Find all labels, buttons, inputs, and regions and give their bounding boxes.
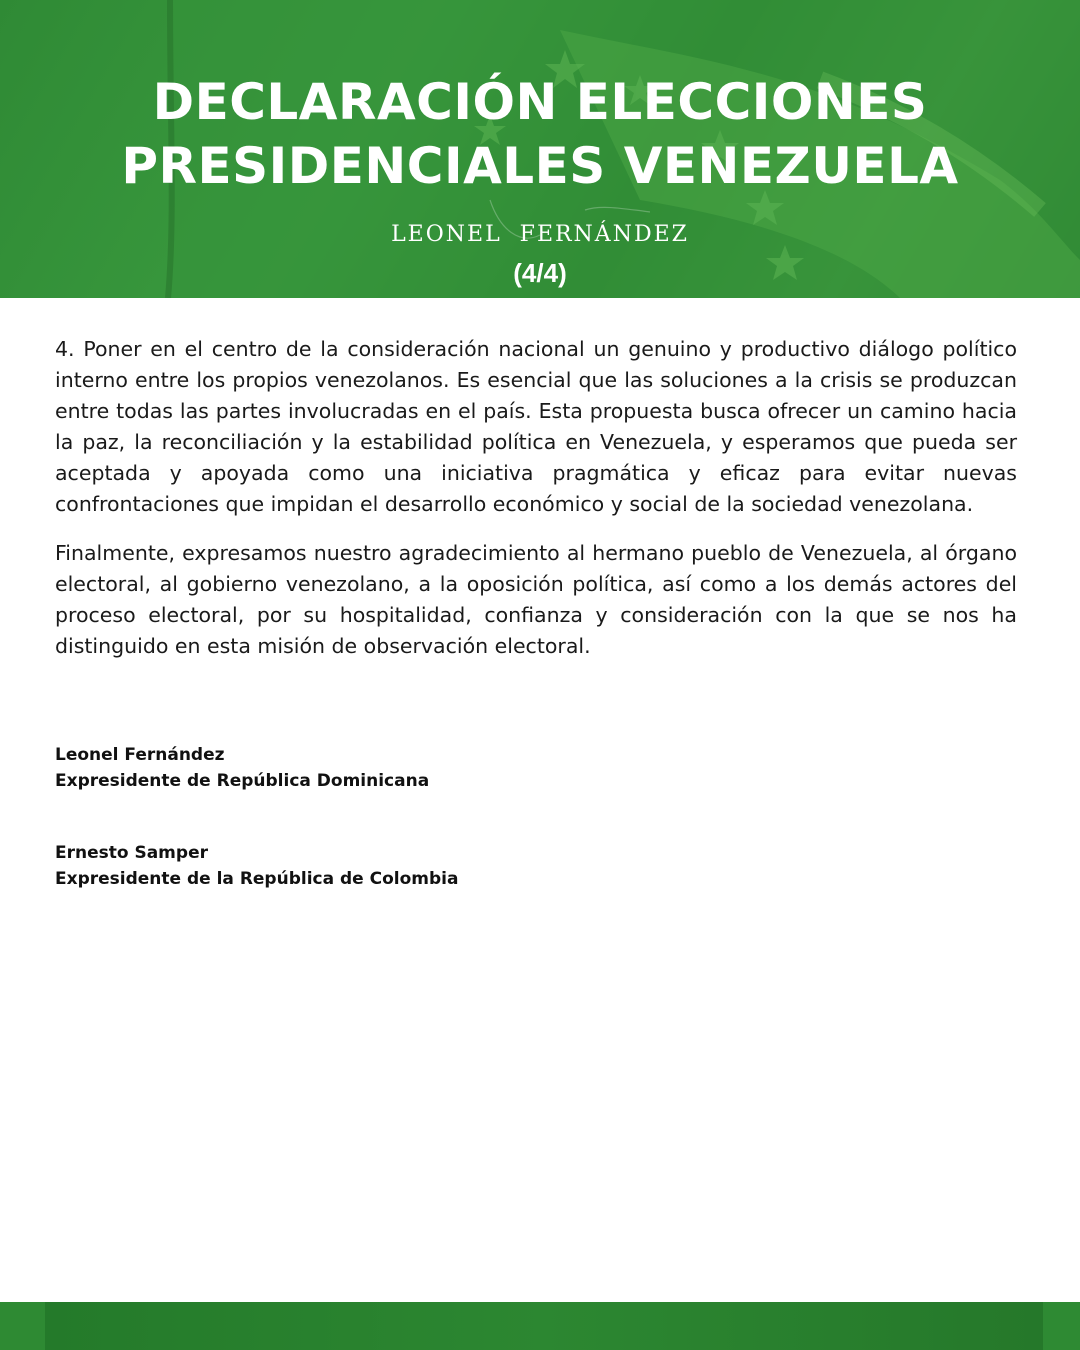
- signatory-role: Expresidente de República Dominicana: [55, 771, 430, 791]
- paragraph-closing: Finalmente, expresamos nuestro agradecimiento al hermano pueblo de Venezuela, al órgano electoral, al gobierno venezolano, a la oposición política, así como a los demás actores del proceso electoral, por su hospitalidad, confianza y consideración con la que se nos ha distinguido en esta misión de observación electoral.: [55, 541, 1017, 658]
- signatory-name: Leonel Fernández: [55, 745, 225, 765]
- page-title: [0, 70, 1080, 198]
- brand-name: LEONEL FERNÁNDEZ: [391, 222, 689, 247]
- signatory-role: Expresidente de la República de Colombia: [55, 869, 459, 889]
- title-line-1: DECLARACIÓN ELECCIONES: [152, 73, 928, 131]
- declaration-body: [55, 334, 1017, 680]
- page-indicator: (4/4): [513, 258, 567, 288]
- footer-image: [45, 1302, 1043, 1350]
- header-banner: [0, 0, 1080, 298]
- footer-banner: [0, 1302, 1080, 1350]
- signatory-block: [55, 840, 755, 892]
- signatory-name: Ernesto Samper: [55, 843, 208, 863]
- signatory-block: [55, 742, 755, 794]
- paragraph-point-4: 4. Poner en el centro de la consideración nacional un genuino y productivo diálogo político interno entre los propios venezolanos. Es esencial que las soluciones a la crisis se produzcan entre todas las partes involucradas en el país. Esta propuesta busca ofrecer un camino hacia la paz, la reconciliación y la estabilidad política en Venezuela, y esperamos que pueda ser aceptada y apoyada como una iniciativa pragmática y eficaz para evitar nuevas confrontaciones que impidan el desarrollo económico y social de la sociedad venezolana.: [55, 337, 1017, 516]
- title-line-2: PRESIDENCIALES VENEZUELA: [121, 137, 959, 195]
